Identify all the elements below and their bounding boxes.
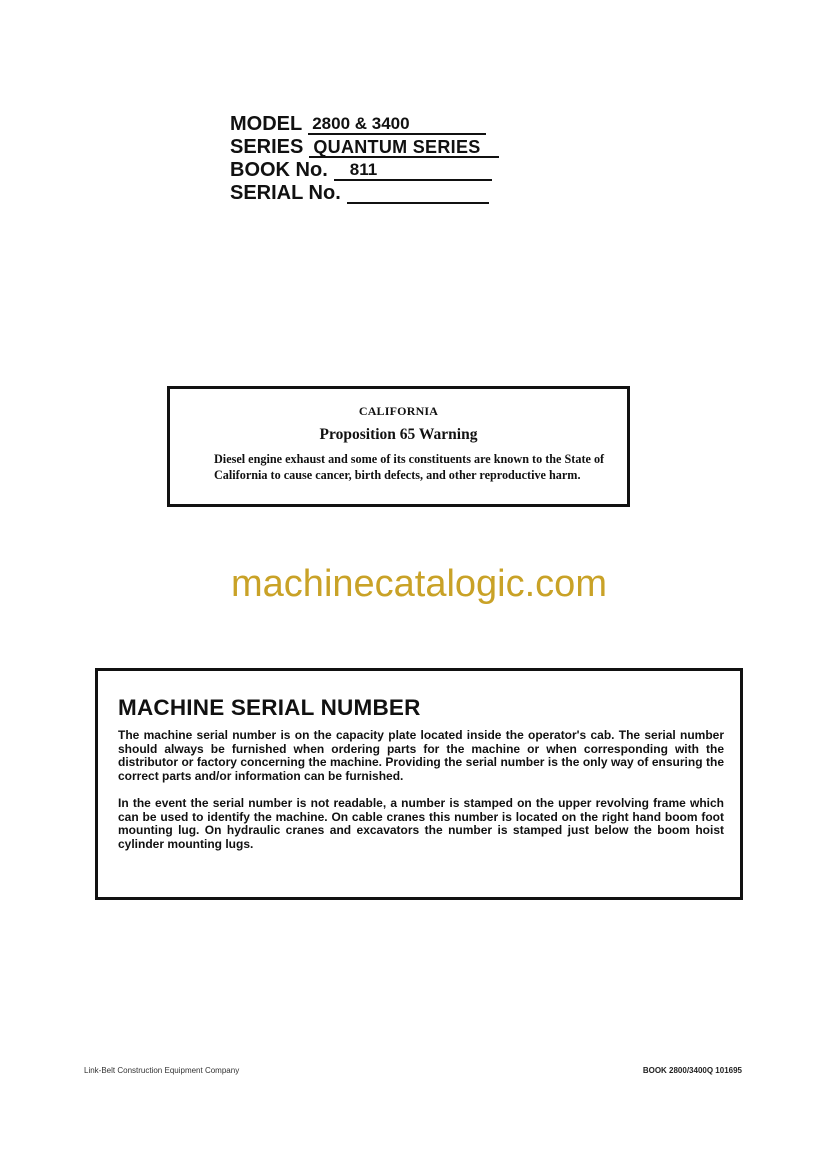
- model-info-block: [230, 112, 510, 204]
- serial-value: [347, 184, 489, 204]
- machine-serial-paragraph-2: In the event the serial number is not readable, a number is stamped on the upper revolving frame which can be used to identify the machine. On cable cranes this number is located on the right hand boom foot mounting lug. On hydraulic cranes and excavators the number is stamped just below the boom hoist cylinder mounting lugs.: [118, 796, 724, 851]
- model-row: [230, 112, 510, 135]
- proposition-65-title: Proposition 65 Warning: [319, 426, 478, 443]
- machine-serial-title: MACHINE SERIAL NUMBER: [118, 695, 421, 720]
- model-label: MODEL: [230, 113, 303, 135]
- machine-serial-paragraph-1: The machine serial number is on the capacity plate located inside the operator's cab. The serial number should always be furnished when ordering parts for the machine or when corresponding with the distributor or factory concerning the machine. Providing the serial number is the only way of ensuring the correct parts and/or information can be furnished.: [118, 728, 724, 783]
- california-warning-text: Diesel engine exhaust and some of its constituents are known to the State of California to cause cancer, birth defects, and other reproductive harm.: [214, 452, 605, 482]
- footer-company: Link-Belt Construction Equipment Company: [84, 1066, 240, 1075]
- footer-book-code: BOOK 2800/3400Q 101695: [642, 1066, 742, 1075]
- book-value: 811: [334, 161, 492, 181]
- book-row: [230, 158, 510, 181]
- serial-row: [230, 181, 510, 204]
- series-row: [230, 135, 510, 158]
- watermark-text: machinecatalogic.com: [231, 563, 607, 605]
- machine-serial-number-box: [95, 668, 743, 900]
- serial-label: SERIAL No.: [230, 182, 341, 204]
- california-warning-box: [167, 386, 630, 507]
- series-value: QUANTUM SERIES: [309, 138, 499, 158]
- book-label: BOOK No.: [230, 159, 328, 181]
- series-label: SERIES: [230, 136, 304, 158]
- model-value: 2800 & 3400: [308, 115, 486, 135]
- california-title: CALIFORNIA: [358, 404, 439, 418]
